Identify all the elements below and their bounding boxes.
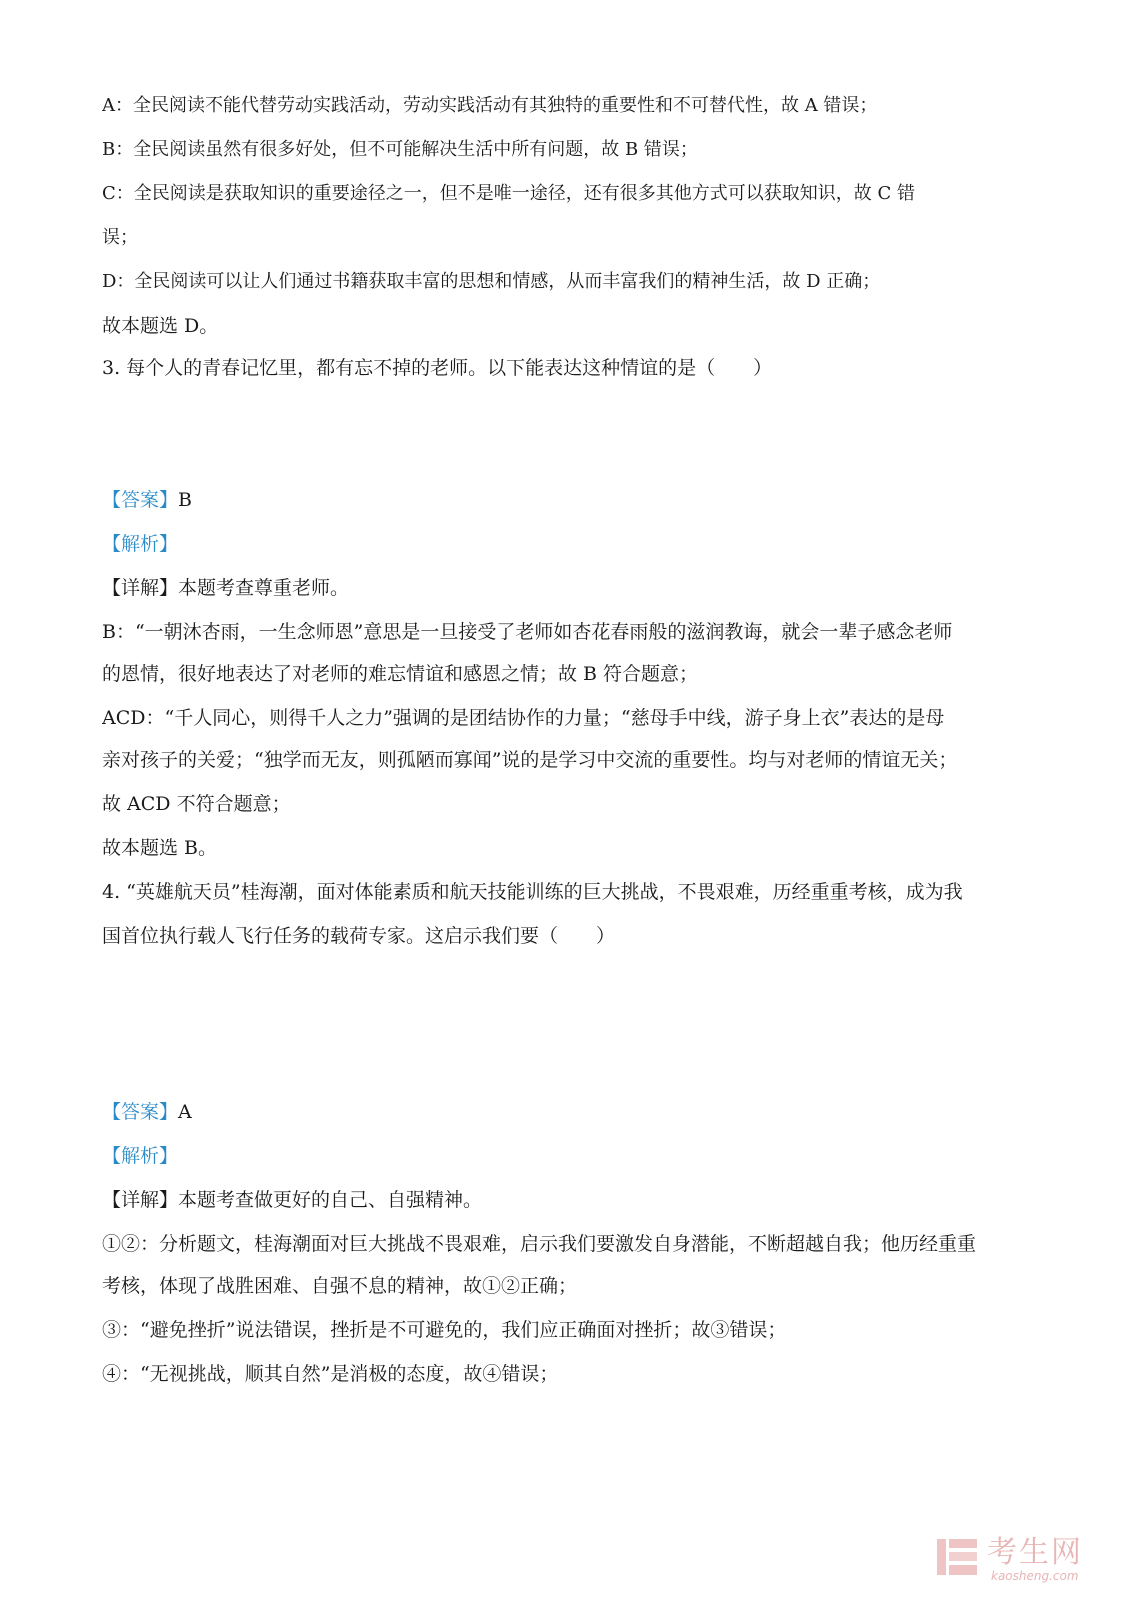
option-a-explanation: A：全民阅读不能代替劳动实践活动，劳动实践活动有其独特的重要性和不可替代性，故 A 错误； [102, 95, 878, 116]
watermark-url: kaosheng.com [991, 1569, 1079, 1583]
option-d-explanation: D：全民阅读可以让人们通过书籍获取丰富的思想和情感，从而丰富我们的精神生活，故 D 正确； [102, 271, 881, 292]
watermark-logo-icon [935, 1535, 979, 1579]
option-b-explanation: B：全民阅读虽然有很多好处，但不可能解决生活中所有问题，故 B 错误； [102, 139, 698, 160]
answer-tag: 【答案】 [102, 1101, 179, 1123]
q4-stem-line2: 国首位执行载人飞行任务的载荷专家。这启示我们要（ ） [102, 925, 616, 947]
option-c-explanation-line2: 误； [102, 227, 138, 248]
q4-explanation-3: ③：“避免挫折”说法错误，挫折是不可避免的，我们应正确面对挫折；故③错误； [102, 1319, 787, 1341]
answer-value: B [178, 489, 192, 511]
q3-analysis [102, 530, 1032, 558]
q4-stem-line1: 4. “英雄航天员”桂海潮，面对体能素质和航天技能训练的巨大挑战，不畏艰难，历经重重考核，成为我 [102, 881, 963, 903]
detail-tag: 【详解】 [102, 1189, 179, 1211]
q4-answer [102, 1098, 1032, 1126]
q3-explanation-b-line1: B：“一朝沐杏雨，一生念师恩”意思是一旦接受了老师如杏花春雨般的滋润教诲，就会一辈子感念老师 [102, 621, 953, 643]
q4-detail [102, 1186, 1032, 1214]
q4-explanation-12-line2: 考核，体现了战胜困难、自强不息的精神，故①②正确； [102, 1275, 578, 1297]
analysis-tag: 【解析】 [102, 533, 179, 555]
q3-stem: 3. 每个人的青春记忆里，都有忘不掉的老师。以下能表达这种情谊的是（ ） [102, 357, 773, 379]
q3-explanation-acd-line1: ACD：“千人同心，则得千人之力”强调的是团结协作的力量；“慈母手中线，游子身上衣”表达的是母 [102, 707, 945, 729]
q4-explanation-12-line1: ①②：分析题文，桂海潮面对巨大挑战不畏艰难，启示我们要激发自身潜能，不断超越自我；他历经重重 [102, 1233, 977, 1255]
q3-explanation-acd-line2: 亲对孩子的关爱；“独学而无友，则孤陋而寡闻”说的是学习中交流的重要性。均与对老师的情谊无关； [102, 749, 958, 771]
watermark-name: 考生网 [987, 1535, 1083, 1570]
q3-conclusion: 故本题选 B。 [102, 837, 218, 859]
detail-tag: 【详解】 [102, 577, 179, 599]
q4-explanation-4: ④：“无视挑战，顺其自然”是消极的态度，故④错误； [102, 1363, 559, 1385]
watermark [935, 1535, 1115, 1585]
q3-explanation-b-line2: 的恩情，很好地表达了对老师的难忘情谊和感恩之情；故 B 符合题意； [102, 663, 699, 685]
analysis-tag: 【解析】 [102, 1145, 179, 1167]
detail-text: 本题考查尊重老师。 [178, 577, 350, 599]
answer-value: A [178, 1101, 192, 1123]
answer-tag: 【答案】 [102, 489, 179, 511]
q3-explanation-acd-line3: 故 ACD 不符合题意； [102, 793, 291, 815]
q2-conclusion: 故本题选 D。 [102, 315, 219, 337]
detail-text: 本题考查做更好的自己、自强精神。 [178, 1189, 483, 1211]
q3-detail [102, 574, 1032, 602]
option-c-explanation-line1: C：全民阅读是获取知识的重要途径之一，但不是唯一途径，还有很多其他方式可以获取知识，故 C 错 [102, 183, 915, 204]
q4-analysis [102, 1142, 1032, 1170]
q3-answer [102, 486, 1032, 514]
